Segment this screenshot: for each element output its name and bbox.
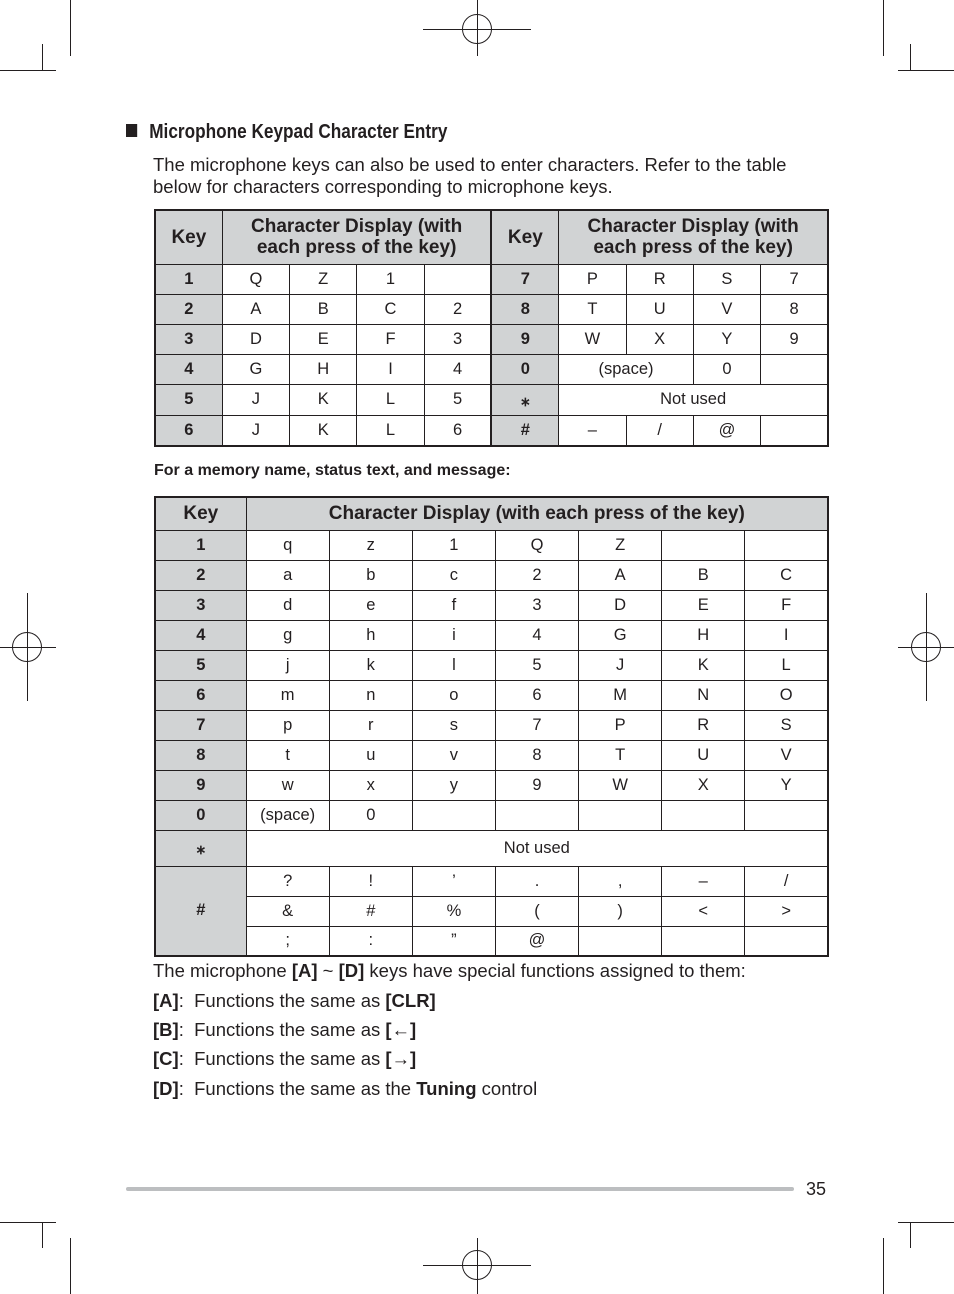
char-cell: – (662, 866, 745, 896)
char-cell: L (357, 415, 424, 446)
char-cell (579, 800, 662, 830)
char-cell: f (412, 590, 495, 620)
registration-mark (462, 14, 492, 44)
crop-mark (898, 70, 954, 71)
functions-intro: The microphone [A] ~ [D] keys have special functions assigned to them: (153, 960, 746, 981)
char-cell (662, 530, 745, 560)
char-cell: @ (693, 415, 760, 446)
char-cell: i (412, 620, 495, 650)
char-cell: y (412, 770, 495, 800)
page-number: 35 (806, 1179, 827, 1199)
key-cell: # (155, 866, 246, 956)
char-cell: > (745, 896, 828, 926)
char-cell: B (290, 294, 357, 324)
table-row (155, 800, 828, 830)
char-cell: @ (495, 926, 578, 956)
char-cell: N (662, 680, 745, 710)
char-cell: L (745, 650, 828, 680)
char-cell: 2 (495, 560, 578, 590)
char-cell: d (246, 590, 329, 620)
char-cell: W (579, 770, 662, 800)
char-cell: O (745, 680, 828, 710)
char-cell: u (329, 740, 412, 770)
char-cell: h (329, 620, 412, 650)
char-cell: M (579, 680, 662, 710)
char-cell: % (412, 896, 495, 926)
char-cell: m (246, 680, 329, 710)
key-cell: 3 (155, 590, 246, 620)
char-cell: a (246, 560, 329, 590)
char-cell: ( (495, 896, 578, 926)
char-cell: w (246, 770, 329, 800)
char-cell: (space) (246, 800, 329, 830)
char-cell: s (412, 710, 495, 740)
char-cell: < (662, 896, 745, 926)
char-cell: ) (579, 896, 662, 926)
header-key: Key (155, 210, 222, 264)
char-cell: g (246, 620, 329, 650)
char-cell: R (626, 264, 693, 294)
char-cell: R (662, 710, 745, 740)
char-cell: : (329, 926, 412, 956)
char-cell: Not used (559, 384, 828, 415)
function-item-d: [D]: Functions the same as the Tuning control (153, 1078, 538, 1099)
char-cell: ” (412, 926, 495, 956)
char-cell: 9 (495, 770, 578, 800)
char-cell: 3 (424, 324, 491, 354)
table-row (155, 264, 828, 294)
char-cell: F (357, 324, 424, 354)
char-cell: & (246, 896, 329, 926)
key-cell: 0 (155, 800, 246, 830)
key-cell: 6 (155, 415, 222, 446)
char-cell: S (693, 264, 760, 294)
char-cell: 8 (491, 294, 558, 324)
char-cell: 8 (495, 740, 578, 770)
char-cell: – (559, 415, 626, 446)
char-cell: X (626, 324, 693, 354)
char-cell: o (412, 680, 495, 710)
key-cell: 7 (155, 710, 246, 740)
char-cell: (space) (559, 354, 694, 384)
char-cell: l (412, 650, 495, 680)
char-cell: 9 (491, 324, 558, 354)
char-cell (495, 800, 578, 830)
char-cell: W (559, 324, 626, 354)
char-cell: # (329, 896, 412, 926)
char-cell: 1 (357, 264, 424, 294)
char-cell: 4 (424, 354, 491, 384)
char-cell: 2 (424, 294, 491, 324)
char-cell: C (745, 560, 828, 590)
char-cell (761, 415, 828, 446)
table-row (155, 926, 828, 956)
char-cell: x (329, 770, 412, 800)
crop-mark (42, 1222, 43, 1248)
function-item-b: [B]: Functions the same as [←] (153, 1019, 417, 1040)
char-cell: t (246, 740, 329, 770)
char-cell: C (357, 294, 424, 324)
char-cell: Y (745, 770, 828, 800)
table-note: For a memory name, status text, and message: (154, 462, 511, 479)
char-cell: p (246, 710, 329, 740)
key-cell: 3 (155, 324, 222, 354)
char-cell: q (246, 530, 329, 560)
char-cell: 7 (491, 264, 558, 294)
header-display: Character Display (with each press of the key) (222, 210, 491, 264)
char-cell (412, 800, 495, 830)
table-row (155, 866, 828, 896)
char-cell: 1 (412, 530, 495, 560)
char-cell: I (745, 620, 828, 650)
key-cell: 2 (155, 560, 246, 590)
char-cell: z (329, 530, 412, 560)
table-row (155, 830, 828, 866)
char-cell: T (579, 740, 662, 770)
char-cell: 9 (761, 324, 828, 354)
char-cell: K (290, 384, 357, 415)
key-cell: 1 (155, 530, 246, 560)
char-cell: T (559, 294, 626, 324)
char-cell: U (662, 740, 745, 770)
table-row (155, 560, 828, 590)
header-key: Key (491, 210, 558, 264)
char-cell: J (222, 384, 289, 415)
char-cell: ⁎ (491, 384, 558, 415)
char-cell: 8 (761, 294, 828, 324)
char-cell: F (745, 590, 828, 620)
key-cell: 4 (155, 620, 246, 650)
table-row (155, 294, 828, 324)
char-cell: K (290, 415, 357, 446)
key-cell: 9 (155, 770, 246, 800)
char-cell: 0 (329, 800, 412, 830)
bullet-square-icon (126, 124, 137, 137)
char-cell: K (662, 650, 745, 680)
char-cell: ? (246, 866, 329, 896)
crop-mark (70, 1238, 71, 1294)
table-row (155, 354, 828, 384)
char-cell (579, 926, 662, 956)
char-cell: A (579, 560, 662, 590)
char-cell: ! (329, 866, 412, 896)
keypad-uppercase-table (154, 209, 829, 447)
crop-mark (0, 1222, 56, 1223)
char-cell: r (329, 710, 412, 740)
header-display: Character Display (with each press of the key) (246, 497, 828, 530)
char-cell: 5 (424, 384, 491, 415)
char-cell: 4 (495, 620, 578, 650)
key-cell: 1 (155, 264, 222, 294)
char-cell: 7 (495, 710, 578, 740)
registration-mark (462, 1250, 492, 1280)
char-cell: Not used (246, 830, 828, 866)
char-cell: 0 (693, 354, 760, 384)
char-cell: / (626, 415, 693, 446)
char-cell (745, 530, 828, 560)
char-cell: I (357, 354, 424, 384)
table-row (155, 384, 828, 415)
char-cell: 6 (495, 680, 578, 710)
char-cell (761, 354, 828, 384)
char-cell: e (329, 590, 412, 620)
table-row (155, 770, 828, 800)
char-cell: Y (693, 324, 760, 354)
char-cell: D (222, 324, 289, 354)
char-cell (745, 800, 828, 830)
char-cell: j (246, 650, 329, 680)
header-display: Character Display (with each press of the key) (559, 210, 828, 264)
char-cell: 7 (761, 264, 828, 294)
char-cell: E (662, 590, 745, 620)
char-cell: ; (246, 926, 329, 956)
char-cell: P (579, 710, 662, 740)
char-cell: A (222, 294, 289, 324)
key-cell: 6 (155, 680, 246, 710)
char-cell: V (693, 294, 760, 324)
char-cell: X (662, 770, 745, 800)
table-row (155, 530, 828, 560)
char-cell: Q (222, 264, 289, 294)
table-row (155, 650, 828, 680)
char-cell: v (412, 740, 495, 770)
char-cell: J (579, 650, 662, 680)
char-cell: # (491, 415, 558, 446)
key-cell: 8 (155, 740, 246, 770)
function-item-c: [C]: Functions the same as [→] (153, 1048, 417, 1069)
char-cell: H (290, 354, 357, 384)
registration-mark (12, 632, 42, 662)
crop-mark (883, 1238, 884, 1294)
char-cell: / (745, 866, 828, 896)
table-row (155, 680, 828, 710)
char-cell (662, 800, 745, 830)
key-cell: 2 (155, 294, 222, 324)
function-item-a: [A]: Functions the same as [CLR] (153, 990, 436, 1011)
crop-mark (910, 44, 911, 70)
char-cell: D (579, 590, 662, 620)
char-cell: L (357, 384, 424, 415)
char-cell: Z (579, 530, 662, 560)
char-cell: P (559, 264, 626, 294)
char-cell (662, 926, 745, 956)
table-row (155, 710, 828, 740)
table-row (155, 740, 828, 770)
char-cell: 6 (424, 415, 491, 446)
char-cell: , (579, 866, 662, 896)
intro-paragraph: The microphone keys can also be used to enter characters. Refer to the table below for characters corresponding to microphone keys. (153, 154, 787, 197)
table-row (155, 896, 828, 926)
char-cell: c (412, 560, 495, 590)
char-cell: . (495, 866, 578, 896)
char-cell: B (662, 560, 745, 590)
char-cell: V (745, 740, 828, 770)
char-cell: 5 (495, 650, 578, 680)
char-cell: b (329, 560, 412, 590)
table-row (155, 415, 828, 446)
crop-mark (70, 0, 71, 56)
keypad-message-table (154, 496, 829, 957)
char-cell: E (290, 324, 357, 354)
char-cell: ’ (412, 866, 495, 896)
char-cell: G (579, 620, 662, 650)
key-cell: 5 (155, 650, 246, 680)
key-cell: ⁎ (155, 830, 246, 866)
char-cell: J (222, 415, 289, 446)
char-cell: 0 (491, 354, 558, 384)
table-row (155, 590, 828, 620)
key-cell: 5 (155, 384, 222, 415)
crop-mark (898, 1222, 954, 1223)
char-cell: Z (290, 264, 357, 294)
table-row (155, 324, 828, 354)
char-cell: n (329, 680, 412, 710)
crop-mark (42, 44, 43, 70)
char-cell: Q (495, 530, 578, 560)
char-cell: S (745, 710, 828, 740)
key-cell: 4 (155, 354, 222, 384)
char-cell: H (662, 620, 745, 650)
char-cell: G (222, 354, 289, 384)
registration-mark (911, 632, 941, 662)
header-key: Key (155, 497, 246, 530)
crop-mark (0, 70, 56, 71)
char-cell (424, 264, 491, 294)
footer-rule (126, 1187, 794, 1191)
char-cell (745, 926, 828, 956)
crop-mark (883, 0, 884, 56)
char-cell: 3 (495, 590, 578, 620)
crop-mark (910, 1222, 911, 1248)
section-heading: Microphone Keypad Character Entry (126, 121, 447, 144)
char-cell: U (626, 294, 693, 324)
char-cell: k (329, 650, 412, 680)
table-row (155, 620, 828, 650)
